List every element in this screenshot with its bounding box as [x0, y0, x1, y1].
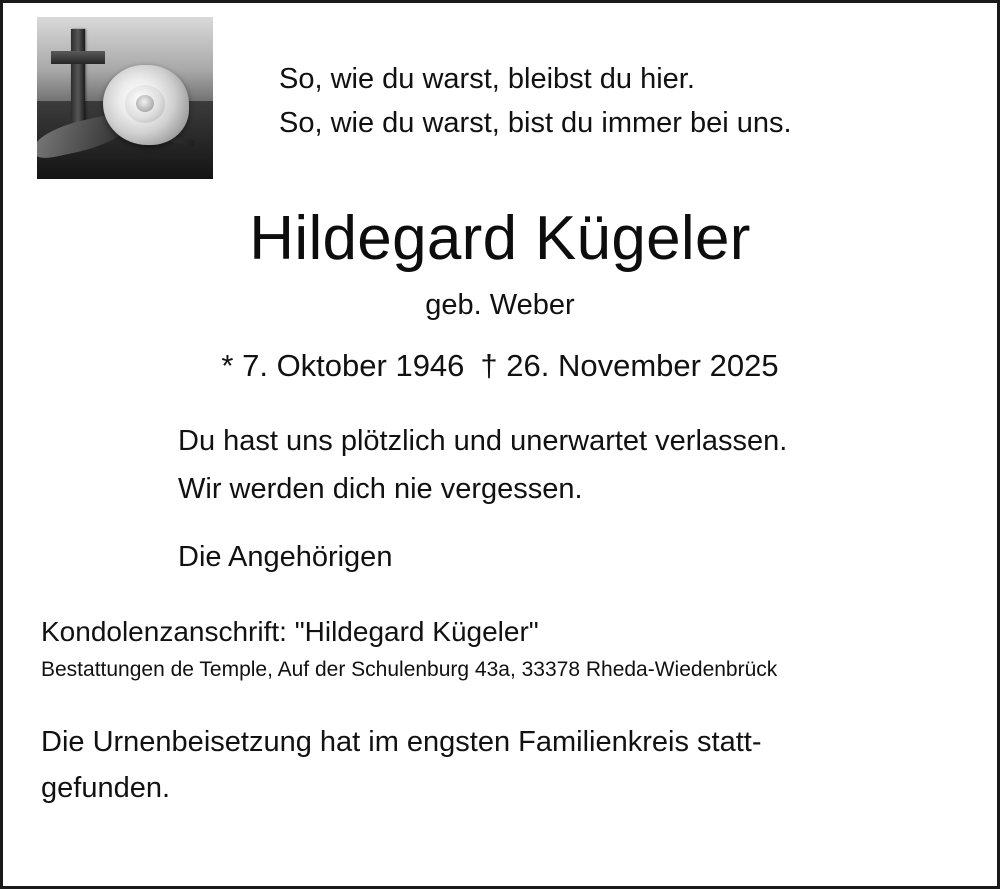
verse-block	[213, 17, 975, 145]
life-dates	[3, 348, 997, 384]
birth-date: * 7. Oktober 1946	[221, 348, 465, 384]
rose-icon	[103, 65, 189, 145]
name-block	[3, 205, 997, 384]
verse-line-2: So, wie du warst, bist du immer bei uns.	[279, 107, 792, 140]
condolence-block	[3, 616, 997, 682]
closing-line-1: Die Urnenbeisetzung hat im engsten Familienkreis statt-	[41, 726, 762, 759]
death-date: † 26. November 2025	[480, 348, 779, 384]
message-block	[3, 418, 997, 513]
deceased-name: Hildegard Kügeler	[249, 204, 751, 273]
message-line-2: Wir werden dich nie vergessen.	[178, 472, 583, 505]
message-line-1: Du hast uns plötzlich und unerwartet verlassen.	[178, 425, 788, 458]
signature: Die Angehörigen	[178, 541, 393, 574]
condolence-title: Kondolenzanschrift: "Hildegard Kügeler"	[41, 616, 539, 648]
condolence-address: Bestattungen de Temple, Auf der Schulenburg 43a, 33378 Rheda-Wiedenbrück	[41, 658, 778, 682]
cross-icon	[71, 29, 85, 125]
notice-header	[3, 3, 997, 179]
closing-block	[3, 720, 997, 810]
closing-line-2: gefunden.	[41, 771, 171, 804]
cross-and-rose-memorial-image	[37, 17, 213, 179]
verse-line-1: So, wie du warst, bleibst du hier.	[279, 63, 695, 95]
maiden-name: geb. Weber	[425, 289, 575, 322]
